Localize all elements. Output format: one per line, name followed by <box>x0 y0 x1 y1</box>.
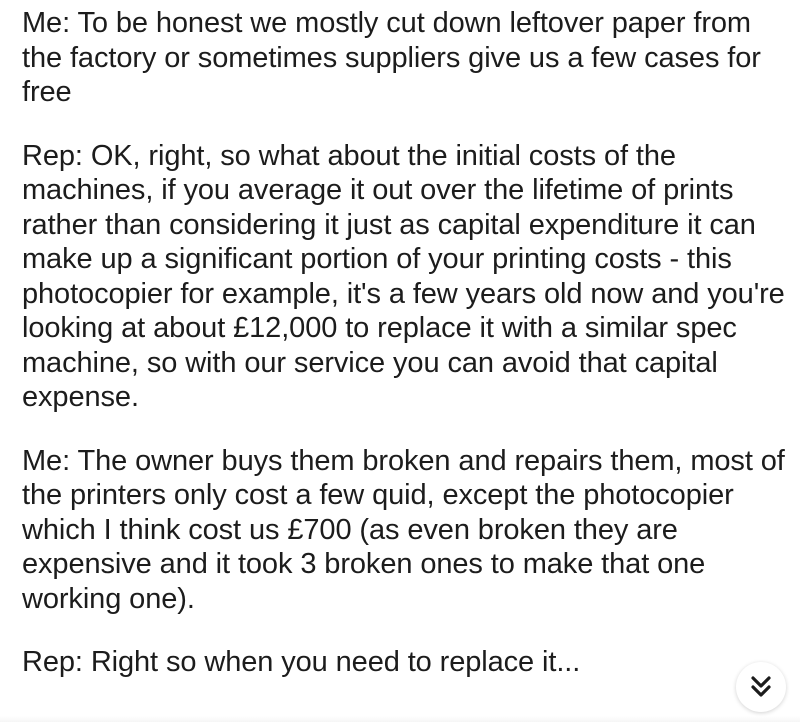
post-paragraph: Me: The owner buys them broken and repairs them, most of the printers only cost a few quid, except the photocopier which I think cost us £700 (as even broken they are expensive and it took 3 broken ones to make that one working one). <box>22 444 785 615</box>
post-paragraph: Rep: OK, right, so what about the initial costs of the machines, if you average it out over the lifetime of prints rather than considering it just as capital expenditure it can make up a significant portion of your printing costs - this photocopier for example, it's a few years old now and you're looking at about £12,000 to replace it with a similar spec machine, so with our service you can avoid that capital expense. <box>22 139 785 413</box>
post-paragraph: Rep: Right so when you need to replace it... <box>22 646 581 678</box>
double-chevron-down-icon <box>748 674 774 700</box>
post-body <box>22 6 790 680</box>
post-paragraph: Me: To be honest we mostly cut down leftover paper from the factory or sometimes suppliers give us a few cases for free <box>22 7 761 108</box>
expand-button[interactable] <box>736 662 786 712</box>
bottom-fade <box>0 716 800 722</box>
